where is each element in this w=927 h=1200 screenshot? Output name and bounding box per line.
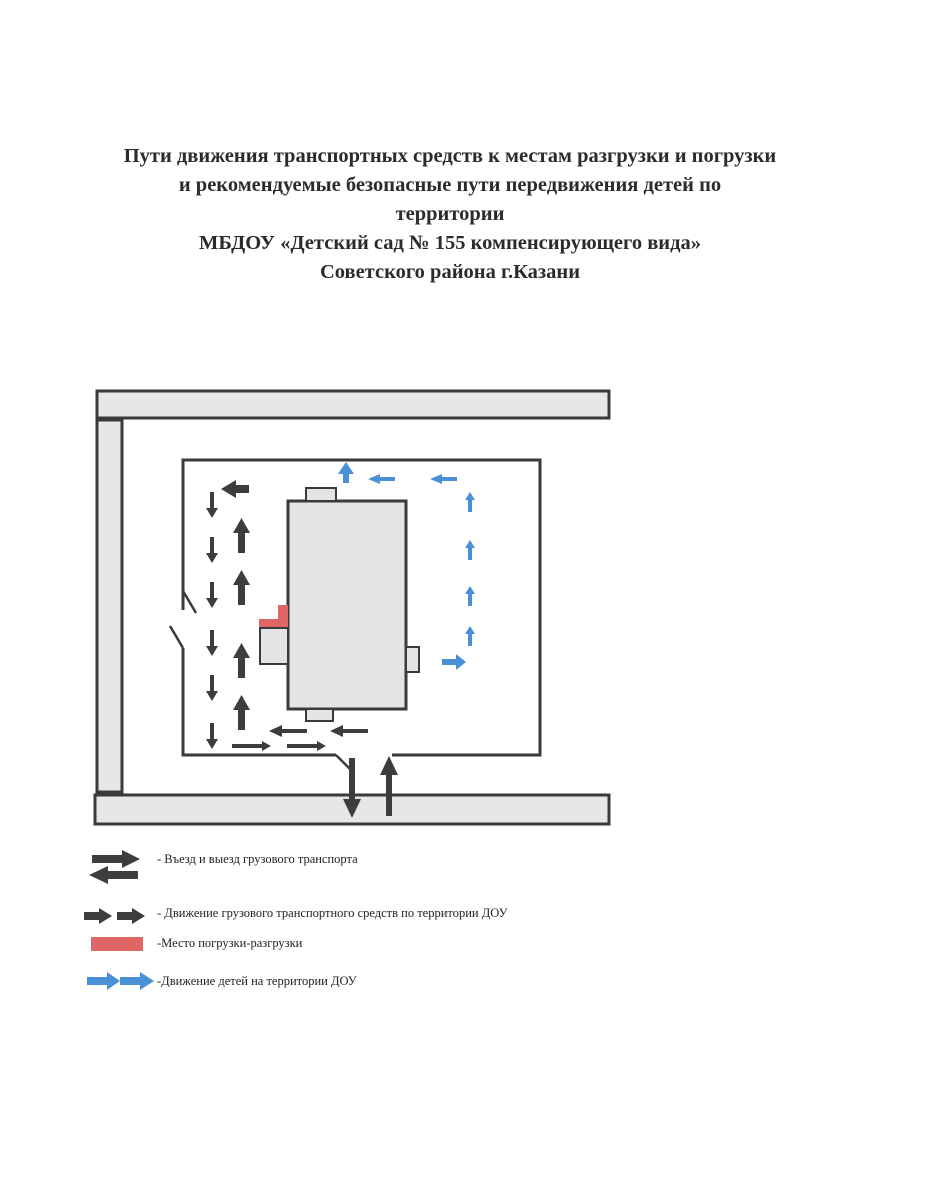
title-line-4: МБДОУ «Детский сад № 155 компенсирующего вида» (199, 232, 701, 254)
title-line-2: и рекомендуемые безопасные пути передвижения детей по (178, 174, 722, 196)
title-line-1: Пути движения транспортных средств к местам разгрузки и погрузки (123, 145, 777, 167)
truck-arrow (232, 741, 271, 751)
gate-leaf-left-lower (170, 626, 183, 648)
truck-arrow (233, 643, 250, 678)
truck-arrow (233, 695, 250, 730)
truck-arrow (233, 518, 250, 553)
legend-label-entry-exit: - Въезд и выезд грузового транспорта (157, 852, 358, 866)
truck-arrow (287, 741, 326, 751)
legend-label-children-route: -Движение детей на территории ДОУ (157, 974, 357, 988)
children-arrow (465, 492, 475, 512)
children-arrow (465, 626, 475, 646)
legend-symbol-children-route-arrows (87, 972, 154, 990)
title-line-5: Советского района г.Казани (319, 261, 581, 283)
truck-arrow (206, 675, 218, 701)
building-porch-top (306, 488, 336, 501)
road-top (97, 391, 609, 418)
truck-arrow (233, 570, 250, 605)
children-arrow (430, 474, 457, 484)
truck-arrow (206, 630, 218, 656)
children-arrow (465, 540, 475, 560)
truck-arrow (269, 725, 307, 737)
truck-arrow (330, 725, 368, 737)
children-arrow (442, 654, 466, 670)
gate-leaf-left-upper (183, 591, 196, 613)
children-arrow (368, 474, 395, 484)
legend-label-truck-route: - Движение грузового транспортного средств по территории ДОУ (157, 906, 508, 920)
children-arrow (465, 586, 475, 606)
loading-zone (259, 605, 288, 627)
title-line-3: территории (395, 203, 505, 225)
truck-arrow (206, 582, 218, 608)
truck-arrow (206, 723, 218, 749)
truck-route-up (221, 480, 250, 730)
road-left (97, 420, 122, 792)
children-arrow (338, 462, 354, 483)
legend-symbol-loading-zone-swatch (91, 937, 143, 951)
building-porch-bottom (306, 709, 333, 721)
legend-label-loading-zone: -Место погрузки-разгрузки (157, 936, 303, 950)
truck-arrow (206, 492, 218, 518)
truck-arrow (206, 537, 218, 563)
building (288, 501, 406, 709)
legend-symbol-truck-route-arrows (84, 908, 145, 924)
truck-route-bottom (232, 725, 368, 751)
building-porch-left (260, 628, 288, 664)
truck-route-down (206, 492, 218, 749)
building-porch-right (406, 647, 419, 672)
truck-arrow (221, 480, 249, 498)
legend-symbol-two-way-truck-arrows (89, 850, 140, 884)
